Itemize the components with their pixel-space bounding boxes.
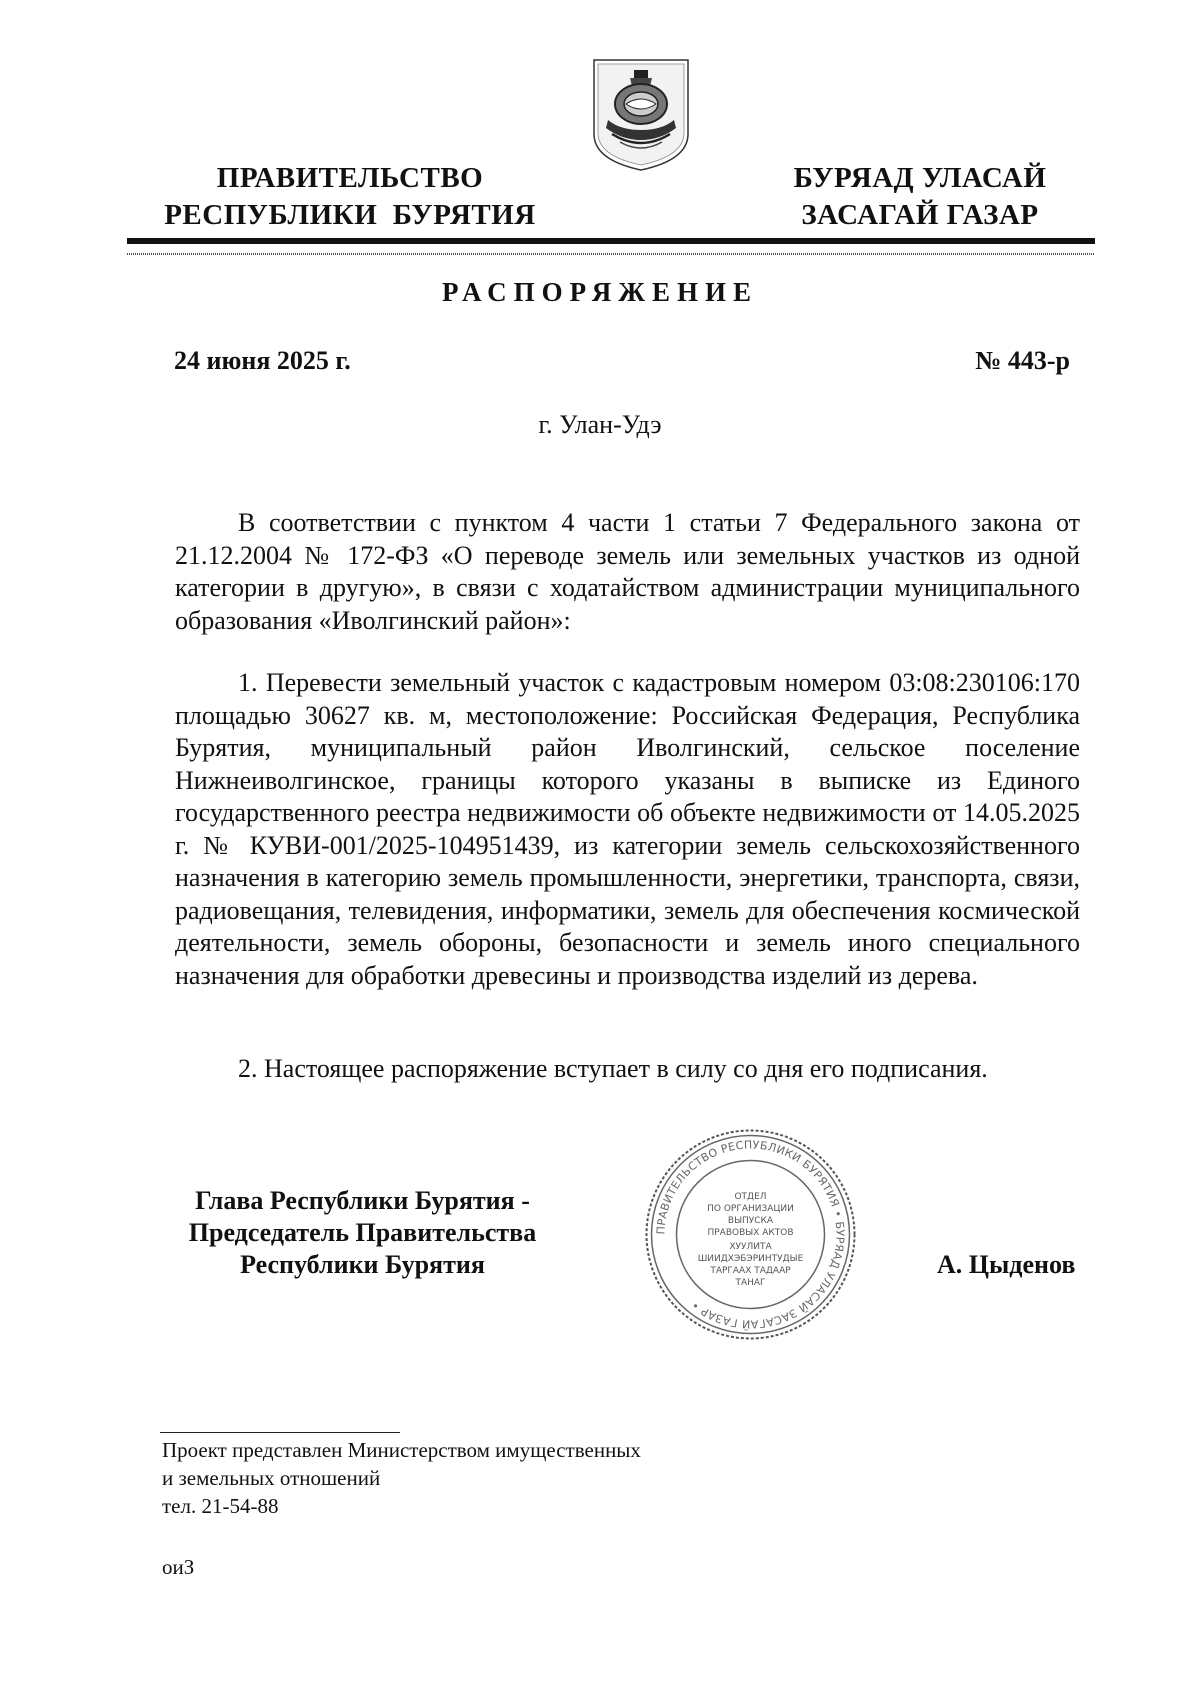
footnote — [162, 1436, 641, 1520]
footnote-line3: тел. 21-54-88 — [162, 1494, 279, 1518]
government-name-russian-line1: ПРАВИТЕЛЬСТВО — [216, 162, 484, 194]
document-number: № 443-р — [975, 346, 1070, 375]
government-name-buryat-line2: ЗАСАГАЙ ГАЗАР — [801, 199, 1039, 231]
item-2-text: 2. Настоящее распоряжение вступает в силу со дня его подписания. — [238, 1054, 988, 1083]
footnote-divider — [160, 1432, 400, 1433]
footnote-line1: Проект представлен Министерством имущественных — [162, 1438, 641, 1462]
seal-inner-line1: ОТДЕЛ — [734, 1192, 767, 1202]
footnote-line2: и земельных отношений — [162, 1466, 381, 1490]
preamble-paragraph — [175, 507, 1080, 637]
signatory-title-line3: Республики Бурятия — [240, 1250, 485, 1279]
header-divider-thick — [127, 238, 1095, 244]
seal-inner-line4: ПРАВОВЫХ АКТОВ — [707, 1228, 794, 1238]
preamble-text: В соответствии с пунктом 4 части 1 статьи 7 Федерального закона от 21.12.2004 № 172-ФЗ «О переводе земель или земельных участков из одной категории в другую», в связи с ходатайством администрации муниципального образования «Иволгинский район»: — [175, 508, 1080, 635]
government-name-buryat-line1: БУРЯАД УЛАСАЙ — [793, 162, 1047, 194]
seal-inner-line7: ТАРГААХ ТАДААР — [710, 1266, 791, 1276]
official-seal — [643, 1127, 858, 1342]
government-name-buryat — [745, 160, 1095, 234]
signatory-title-line2: Председатель Правительства — [188, 1218, 537, 1247]
item-1-text: 1. Перевести земельный участок с кадастровым номером 03:08:230106:170 площадью 30627 кв. м, местоположение: Российская Федерация, Республика Бурятия, муниципальный район Иволгинский, сельское поселение Нижнеиволгинское, границы которого указаны в выписке из Единого государственного реестра недвижимости об объекте недвижимости от 14.05.2025 г. № КУВИ-001/2025-104951439, из категории земель сельскохозяйственного назначения в категорию земель промышленности, энергетики, транспорта, связи, радиовещания, телевидения, информатики, земель для обеспечения космической деятельности, земель обороны, безопасности и земель иного специального назначения для обработки древесины и производства изделий из дерева. — [175, 668, 1080, 990]
seal-inner-line2: ПО ОРГАНИЗАЦИИ — [707, 1204, 794, 1214]
signatory-title — [170, 1185, 555, 1281]
seal-inner-line5: ХУУЛИТА — [729, 1242, 772, 1252]
seal-ring-text: ПРАВИТЕЛЬСТВО РЕСПУБЛИКИ БУРЯТИЯ • БУРЯАД УЛАСАЙ ЗАСАГАЙ ГАЗАР • — [654, 1138, 847, 1331]
government-name-russian-line2: РЕСПУБЛИКИ БУРЯТИЯ — [164, 199, 536, 231]
coat-of-arms-icon — [590, 56, 692, 174]
signatory-title-line1: Глава Республики Бурятия - — [195, 1186, 530, 1215]
seal-inner-line8: ТАНАГ — [735, 1278, 766, 1288]
government-name-russian — [150, 160, 550, 234]
signatory-name: А. Цыденов — [937, 1250, 1076, 1279]
document-code: оиЗ — [162, 1555, 195, 1579]
item-2-paragraph — [175, 1053, 1080, 1086]
document-city: г. Улан-Удэ — [538, 410, 662, 439]
document-type: РАСПОРЯЖЕНИЕ — [441, 277, 759, 307]
document-date: 24 июня 2025 г. — [174, 346, 351, 375]
seal-inner-line6: ШИИДХЭБЭРИНТУДЫЕ — [697, 1254, 804, 1264]
header-divider-thin — [127, 253, 1095, 255]
seal-inner-line3: ВЫПУСКА — [727, 1216, 774, 1226]
item-1-paragraph — [175, 667, 1080, 992]
